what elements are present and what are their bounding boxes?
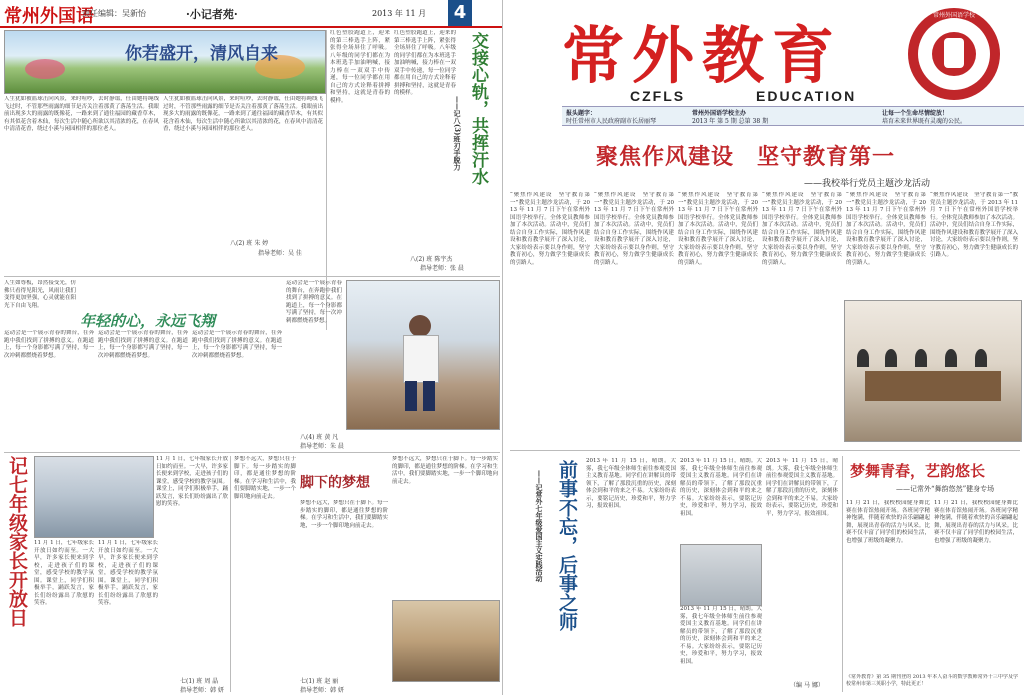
left-logo: 常州外国语	[4, 6, 94, 27]
issue-date: 2013 年 11 月	[372, 9, 427, 18]
article4-editor: 指导老师：韩 妍	[180, 687, 224, 694]
dream-title: 梦舞青春，艺韵悠长	[850, 462, 986, 480]
history-body-b: 2013 年 11 月 15 日，晴朗。大雾，我七年级全体师生前往参观爱国主义教育基地。同学们在讲解员的带领下，了解了那段沉重的历史，深刻体会到和平的来之不易。大家纷纷表示，要铭记历史，珍爱和平，努力学习，报效祖国。	[680, 458, 762, 517]
infobar-issue: 2013 年 第 5 期 总第 38 期	[692, 118, 769, 125]
section-divider	[4, 276, 500, 277]
garden-photo	[4, 30, 326, 94]
editor-credit: 责任编辑：吴新怡	[82, 9, 146, 18]
article3-body-a: 运动会是一个展示青春的舞台，在奔跑中我们找到了拼搏的意义。在跑道上，每一个身影都写满了坚持，每一次冲刺都燃烧着梦想。	[4, 330, 94, 359]
history-footer: （编 马 娜）	[790, 682, 824, 689]
infobar-publisher: 时任常州市人民政府副市长居丽琴	[566, 118, 657, 125]
masthead-english-left: CZFLS	[630, 88, 686, 104]
lead-body-c: “聚焦作风建设 坚守教育第一”教党员主题沙龙活动，于 2013 年 11 月 7 日下午在常州外国语学校举行。全体党员教师参加了本次活动。活动中，党员们结合自身工作实际，围绕作风建设和教育教学展开了深入讨论，大家纷纷表示要以身作则，坚守教育初心，努力做学生健康成长的引路人。	[678, 192, 758, 266]
infobar-sponsor: 报头题字：	[566, 110, 597, 117]
history-title: 前事不忘，后事之师	[556, 460, 578, 631]
masthead-english-right: EDUCATION	[756, 88, 857, 104]
article2-subtitle: ——记八(3)班刃手脱力	[453, 96, 462, 171]
lead-body-f: “聚焦作风建设 坚守教育第一”教党员主题沙龙活动，于 2013 年 11 月 7 日下午在常州外国语学校举行。全体党员教师参加了本次活动。活动中，党员们结合自身工作实际，围绕作风建设和教育教学展开了深入讨论，大家纷纷表示要以身作则，坚守教育初心，努力做学生健康成长的引路人。	[930, 192, 1018, 258]
article4-title: 记七年级家长开放日	[6, 456, 28, 627]
article5-editor: 指导老师：韩 妍	[300, 687, 344, 694]
page-number: 4	[448, 0, 472, 26]
article3-body-c: 运动会是一个展示青春的舞台，在奔跑中我们找到了拼搏的意义。在跑道上，每一个身影都写满了坚持，每一次冲刺都燃烧着梦想。	[192, 330, 282, 359]
rock-photo	[392, 600, 500, 682]
left-page-header	[0, 0, 502, 28]
article3-title: 年轻的心，永远飞翔	[80, 312, 216, 330]
right-section-divider	[510, 450, 1020, 451]
article1-editor: 指导老师：吴 佳	[258, 250, 302, 257]
issue-info-bar	[562, 106, 1024, 126]
history-body-a: 2013 年 11 月 15 日，晴朗。大雾，我七年级全体师生前往参观爱国主义教育基地。同学们在讲解员的带领下，了解了那段沉重的历史，深刻体会到和平的来之不易。大家纷纷表示，要铭记历史，珍爱和平，努力学习，报效祖国。	[586, 458, 676, 509]
masthead-title: 常外教育	[562, 19, 843, 92]
article5-byline: 七(1) 班 赵 丽	[300, 678, 339, 685]
article5-body-c: 梦想不远大，梦想只在于脚下。每一步踏实的脚印，都是通往梦想的阶梯。在学习和生活中，我们要脚踏实地，一步一个脚印地向前走去。	[392, 456, 498, 485]
article3-body-b: 运动会是一个展示青春的舞台，在奔跑中我们找到了拼搏的意义。在跑道上，每一个身影都写满了坚持，每一次冲刺都燃烧着梦想。	[98, 330, 188, 359]
infobar-issuer: 常州外国语学校主办	[692, 110, 747, 117]
infobar-slogan-1: 让每一个生命尽情绽放！	[882, 110, 949, 117]
article2-body-b: 红色塑胶跑道上，迎来的第三棒选手上阵，紧张得全场屏住了呼吸。八年级的同学们都在为本班选手加油呐喊，接力棒在一双双手中传递，每一位同学都在用自己的方式诠释着拼搏和坚持，这就是青春的模样。	[394, 30, 456, 96]
article1-title: 你若盛开，清风自来	[125, 44, 278, 64]
article5-body-b: 梦想不远大，梦想只在于脚下。每一步踏实的脚印，都是通往梦想的阶梯。在学习和生活中，我们要脚踏实地，一步一个脚印地向前走去。	[300, 500, 388, 529]
article5-body-a: 梦想不远大，梦想只在于脚下。每一步踏实的脚印，都是通往梦想的阶梯。在学习和生活中，我们要脚踏实地，一步一个脚印地向前走去。	[234, 456, 296, 500]
meeting-photo	[844, 300, 1022, 442]
left-page	[0, 0, 503, 695]
dream-body-a: 11 月 21 日，我校校园健身舞比赛在体育馆热闹开场。各班同学精神饱满，伴随着欢快的音乐翩翩起舞，展现出青春的活力与风采。比赛不仅丰富了同学们的校园生活，也增强了班级的凝聚力。	[846, 500, 930, 544]
right-column-divider	[842, 456, 843, 692]
article2-title: 交接心轨，共挥汗水	[468, 32, 488, 185]
classroom-photo	[34, 456, 154, 538]
article2-byline: 八(2) 班 陈宇杰	[410, 256, 453, 263]
correction-notice: 《常外教育》第 35 期刊登的 2013 年本人奋斗的数学教师常外十三中学及学校常州市第三英职小学，特此更正！	[846, 674, 1018, 687]
article1-body: 人生犹如被篮球击向风景，来时喧吵，去时静谧，任由她将绳线飞过时，不管那些雨露的细节是否关注着那黄了落荡生活。我眼前出现多大的雨露的既像花，一路来到了通往福园的藏香草木，有其似花含着木仙，每次生活中随心所欲以其清浓的花，在春风中清清花香，绕过小溪与闲园相伴的那位老人。	[4, 96, 159, 132]
article4-byline: 七(1) 班 周 晶	[180, 678, 219, 685]
history-body-c: 2013 年 11 月 15 日，晴朗。大雾，我七年级全体师生前往参观爱国主义教育基地。同学们在讲解员的带领下，了解了那段沉重的历史，深刻体会到和平的来之不易。大家纷纷表示，要铭记历史，珍爱和平，努力学习，报效祖国。	[680, 606, 762, 665]
article3-body-d: 运动会是一个展示青春的舞台，在奔跑中我们找到了拼搏的意义。在跑道上，每一个身影都写满了坚持，每一次冲刺都燃烧着梦想。	[286, 280, 342, 324]
lead-subhead: ——我校举行党员主题沙龙活动	[804, 179, 931, 189]
school-seal-icon	[908, 8, 1000, 100]
lead-body-d: “聚焦作风建设 坚守教育第一”教党员主题沙龙活动，于 2013 年 11 月 7 日下午在常州外国语学校举行。全体党员教师参加了本次活动。活动中，党员们结合自身工作实际，围绕作风建设和教育教学展开了深入讨论，大家纷纷表示要以身作则，坚守教育初心，努力做学生健康成长的引路人。	[762, 192, 842, 266]
masthead	[504, 0, 1024, 120]
history-subtitle: ——记常外七年级爱国主义实践活动	[535, 470, 544, 582]
article4-body-b: 11 月 1 日，七年级家长开放日如约而至。一大早，许多家长便来到学校，走进孩子们的课堂，感受学校的教学氛围。课堂上，同学们积极举手，踊跃发言，家长们纷纷露出了欣慰的笑容。	[98, 540, 158, 606]
article2-editor: 指导老师：张 晨	[420, 265, 464, 272]
runner-photo	[346, 280, 500, 430]
article4-body-c: 11 月 1 日，七年级家长开放日如约而至。一大早，许多家长便来到学校，走进孩子们的课堂，感受学校的教学氛围。课堂上，同学们积极举手，踊跃发言，家长们纷纷露出了欣慰的笑容。	[156, 456, 228, 507]
history-photo	[680, 544, 762, 606]
article3-intro: 人生如尊板，昂然接受光，仿佛只看得见阳光，风雨让我们变得更加坚强，心灵就能在阳光下自由飞翔。	[4, 280, 76, 309]
article1-byline: 八(2) 班 朱 婷	[230, 240, 269, 247]
article3-byline: 八(4) 班 黄 凡	[300, 434, 339, 441]
article4-body-a: 11 月 1 日，七年级家长开放日如约而至。一大早，许多家长便来到学校，走进孩子们的课堂，感受学校的教学氛围。课堂上，同学们积极举手，踊跃发言，家长们纷纷露出了欣慰的笑容。	[34, 540, 94, 606]
school-seal-text: 常州外国语学校	[932, 12, 975, 19]
article2-body-a: 红色塑胶跑道上，迎来的第三棒选手上阵，紧张得全场屏住了呼吸。八年级的同学们都在为本班选手加油呐喊，接力棒在一双双手中传递，每一位同学都在用自己的方式诠释着拼搏和坚持，这就是青春的模样。	[330, 30, 390, 104]
dream-subtitle: ——记常外“舞韵悠然”健身专场	[896, 485, 995, 493]
column-name: ·小记者苑·	[186, 8, 238, 21]
dream-body-b: 11 月 21 日，我校校园健身舞比赛在体育馆热闹开场。各班同学精神饱满，伴随着欢快的音乐翩翩起舞，展现出青春的活力与风采。比赛不仅丰富了同学们的校园生活，也增强了班级的凝聚力。	[934, 500, 1018, 544]
right-page	[504, 0, 1024, 695]
section-divider-2	[4, 452, 500, 453]
lead-body-a: “聚焦作风建设 坚守教育第一”教党员主题沙龙活动，于 2013 年 11 月 7 日下午在常州外国语学校举行。全体党员教师参加了本次活动。活动中，党员们结合自身工作实际，围绕作风建设和教育教学展开了深入讨论，大家纷纷表示要以身作则，坚守教育初心，努力做学生健康成长的引路人。	[510, 192, 590, 266]
lead-body-e: “聚焦作风建设 坚守教育第一”教党员主题沙龙活动，于 2013 年 11 月 7 日下午在常州外国语学校举行。全体党员教师参加了本次活动。活动中，党员们结合自身工作实际，围绕作风建设和教育教学展开了深入讨论，大家纷纷表示要以身作则，坚守教育初心，努力做学生健康成长的引路人。	[846, 192, 926, 266]
column-divider-2	[230, 456, 231, 692]
article3-editor: 指导老师：朱 晨	[300, 443, 344, 450]
article5-title: 脚下的梦想	[300, 475, 370, 491]
history-body-d: 2013 年 11 月 15 日，晴朗。大雾，我七年级全体师生前往参观爱国主义教育基地。同学们在讲解员的带领下，了解了那段沉重的历史，深刻体会到和平的来之不易。大家纷纷表示，要铭记历史，珍爱和平，努力学习，报效祖国。	[766, 458, 838, 517]
article1-body-cont: 人生犹如被篮球击向风景，来时喧吵，去时静谧，任由她将绳线飞过时，不管那些雨露的细节是否关注着那黄了落荡生活。我眼前出现多大的雨露的既像花，一路来到了通往福园的藏香草木，有其似花含着木仙，每次生活中随心所欲以其清浓的花，在春风中清清花香，绕过小溪与闲园相伴的那位老人。	[163, 96, 323, 132]
lead-headline: 聚焦作风建设 坚守教育第一	[596, 144, 896, 170]
lead-body-b: “聚焦作风建设 坚守教育第一”教党员主题沙龙活动，于 2013 年 11 月 7 日下午在常州外国语学校举行。全体党员教师参加了本次活动。活动中，党员们结合自身工作实际，围绕作风建设和教育教学展开了深入讨论，大家纷纷表示要以身作则，坚守教育初心，努力做学生健康成长的引路人。	[594, 192, 674, 266]
infobar-slogan-2: 培育未来世界既有灵魂的公民。	[882, 118, 967, 125]
